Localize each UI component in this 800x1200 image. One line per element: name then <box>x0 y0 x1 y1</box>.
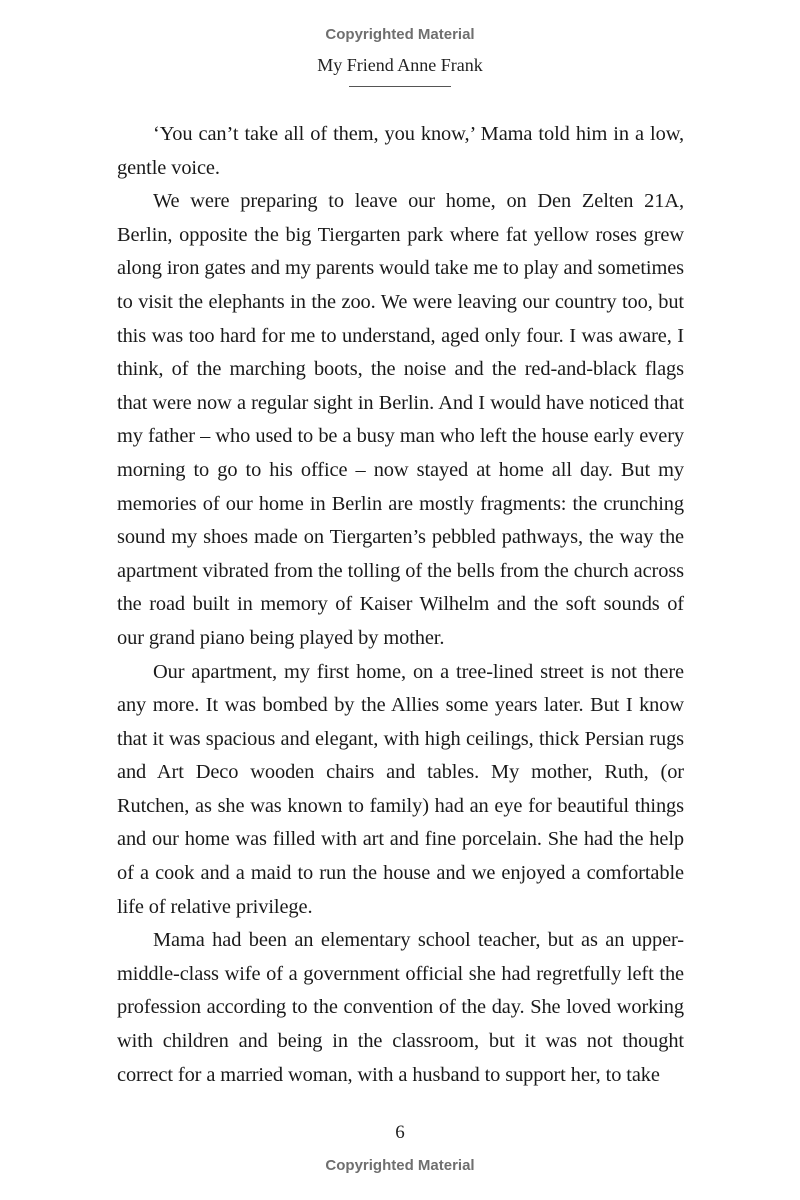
paragraph: Mama had been an elementary school teacher, but as an upper-middle-class wife of a government official she had regretfully left the profession according to the convention of the day. She loved working with children and being in the classroom, but it was not thought correct for a married woman, with a husband to support her, to take <box>117 929 684 1086</box>
page-number: 6 <box>395 1122 405 1143</box>
body-text <box>117 118 684 1092</box>
paragraph: ‘You can’t take all of them, you know,’ Mama told him in a low, gentle voice. <box>117 123 684 179</box>
copyright-watermark-bottom: Copyrighted Material <box>325 1157 475 1174</box>
header-divider <box>349 86 451 87</box>
running-head-title: My Friend Anne Frank <box>317 55 483 75</box>
paragraph: We were preparing to leave our home, on Den Zelten 21A, Berlin, opposite the big Tiergarten park where fat yellow roses grew along iron gates and my parents would take me to play and sometimes to visit the elephants in the zoo. We were leaving our country too, but this was too hard for me to understand, aged only four. I was aware, I think, of the marching boots, the noise and the red-and-black flags that were now a regular sight in Berlin. And I would have noticed that my father – who used to be a busy man who left the house early every morning to go to his office – now stayed at home all day. But my memories of our home in Berlin are mostly fragments: the crunching sound my shoes made on Tiergarten’s pebbled pathways, the way the apartment vibrated from the tolling of the bells from the church across the road built in memory of Kaiser Wilhelm and the soft sounds of our grand piano being played by mother. <box>117 190 684 649</box>
copyright-watermark-top: Copyrighted Material <box>325 26 475 43</box>
paragraph: Our apartment, my first home, on a tree-lined street is not there any more. It was bombed by the Allies some years later. But I know that it was spacious and elegant, with high ceilings, thick Persian rugs and Art Deco wooden chairs and tables. My mother, Ruth, (or Rutchen, as she was known to family) had an eye for beautiful things and our home was filled with art and fine porcelain. She had the help of a cook and a maid to run the house and we enjoyed a comfortable life of relative privilege. <box>117 660 684 918</box>
